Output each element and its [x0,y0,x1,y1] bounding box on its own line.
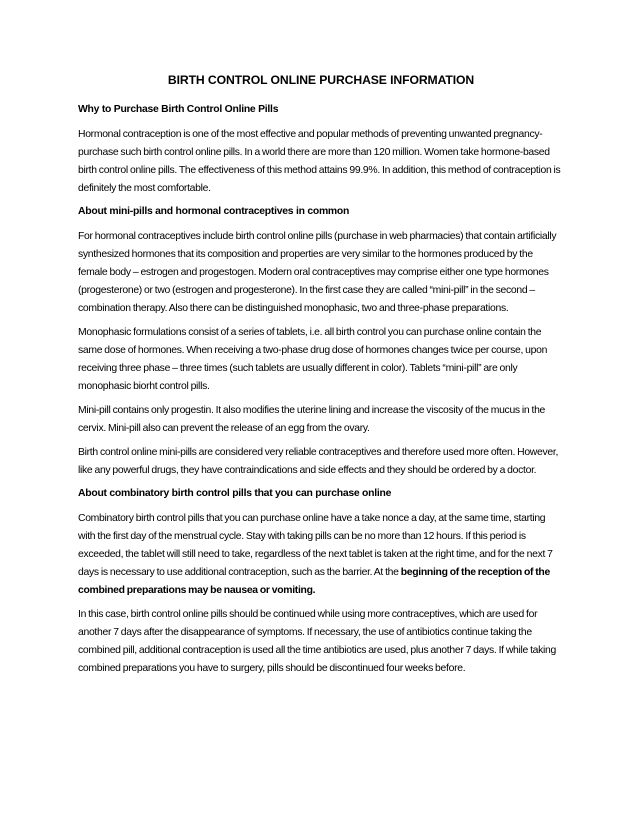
paragraph-hormonal-contraception: Hormonal contraception is one of the most effective and popular methods of preventing unwanted pregnancy- purchase such birth control online pills. In a world there are more than 120 million. Women take hormone-based birth control online pills. The effectiveness of this method attains 99.9%. In addition, this method of contraception is definitely the most comfortable. [78,129,561,194]
paragraph-combinatory-text: Combinatory birth control pills that you can purchase online have a take nonce a day, at the same time, starting with the first day of the menstrual cycle. Stay with taking pills can be no more than 12 hours. If this period is exceeded, the tablet will still need to take, regardless of the next tablet is taken at the right time, and for the next 7 days is necessary to use additional contraception, such as the barrier. At the [78,513,553,578]
document-page [78,72,564,684]
paragraph-antibiotics: In this case, birth control online pills should be continued while using more contraceptives, which are used for another 7 days after the disappearance of symptoms. If necessary, the use of antibiotics continue taking the combined pill, additional contraception is used all the time antibiotics are used, plus another 7 days. If while taking combined preparations you have to surgery, pills should be discontinued four weeks before. [78,609,557,674]
paragraph-combinatory-pills [78,510,564,600]
document-title: BIRTH CONTROL ONLINE PURCHASE INFORMATION [167,73,475,87]
paragraph-mini-pill-progestin: Mini-pill contains only progestin. It also modifies the uterine lining and increase the viscosity of the mucus in the cervix. Mini-pill also can prevent the release of an egg from the ovary. [78,405,546,434]
section-heading-why-purchase: Why to Purchase Birth Control Online Pills [78,104,279,115]
section-heading-combinatory-pills: About combinatory birth control pills that you can purchase online [78,488,392,499]
paragraph-mini-pills-reliable: Birth control online mini-pills are considered very reliable contraceptives and therefore used more often. However, like any powerful drugs, they have contraindications and side effects and they should be ordered by a doctor. [78,447,559,476]
paragraph-hormonal-contraceptives-include: For hormonal contraceptives include birth control online pills (purchase in web pharmacies) that contain artificially synthesized hormones that its composition and properties are very similar to the hormones produced by the female body – estrogen and progestogen. Modern oral contraceptives may comprise either one type hormones (progesterone) or two (estrogen and progesterone). In the first case they are called “mini-pill” in the second – combination therapy. Also there can be distinguished monophasic, two and three-phase preparations. [78,231,557,314]
paragraph-combinatory-bold-text: beginning of the reception of the combined preparations may be nausea or vomiting. [78,567,550,596]
paragraph-monophasic-formulations: Monophasic formulations consist of a series of tablets, i.e. all birth control you can purchase online contain the same dose of hormones. When receiving a two-phase drug dose of hormones changes twice per course, upon receiving three phase – three times (such tablets are usually different in color). Tablets “mini-pill” are only monophasic biorht control pills. [78,327,548,392]
section-heading-mini-pills: About mini-pills and hormonal contraceptives in common [78,206,350,217]
